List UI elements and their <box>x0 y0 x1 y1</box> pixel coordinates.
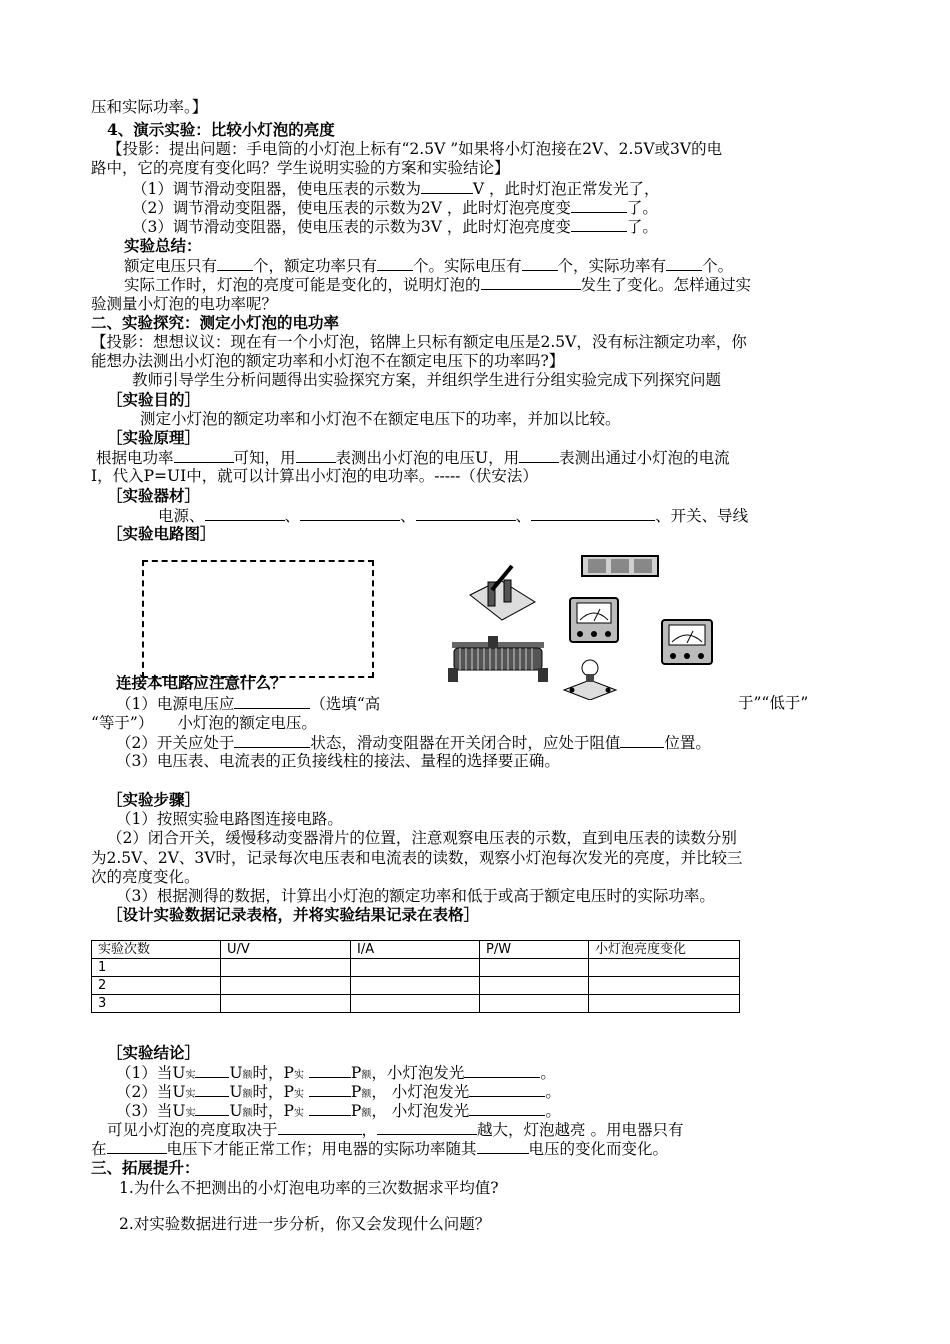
table-header-row <box>92 941 740 959</box>
text-line: 【投影：提出问题：手电筒的小灯泡上标有“2.5V ”如果将小灯泡接在2V、2.5V或3V的电 <box>107 140 723 158</box>
table-cell <box>221 959 351 977</box>
subheading: ［实验结论］ <box>107 1043 201 1062</box>
text-line: （1）按照实验电路图连接电路。 <box>116 810 343 828</box>
table-row <box>92 977 740 995</box>
table-row <box>92 959 740 977</box>
text-line: 电源、 、 、 、 、开关、导线 <box>158 507 749 525</box>
text-line: （3）当U实 U额时，P实 P额， 小灯泡发光 。 <box>116 1102 561 1120</box>
section-heading: 二、实验探究：测定小灯泡的电功率 <box>91 313 340 332</box>
text-line: 于”“低于” <box>738 694 809 712</box>
table-cell <box>589 995 740 1013</box>
text-line: （2）调节滑动变阻器，使电压表的示数为2V ，此时灯泡亮度变 了。 <box>132 199 658 217</box>
table-header-cell: U/V <box>221 941 351 959</box>
table-cell <box>589 959 740 977</box>
table-cell <box>221 995 351 1013</box>
subheading: 实验总结： <box>124 236 202 255</box>
table-cell: 3 <box>92 995 221 1013</box>
table-cell: 2 <box>92 977 221 995</box>
text-line: 次的亮度变化。 <box>91 868 200 886</box>
circuit-diagram-box <box>142 560 374 678</box>
table-cell <box>351 995 480 1013</box>
text-line: 实际工作时，灯泡的亮度可能是变化的，说明灯泡的 发生了变化。怎样通过实 <box>124 276 752 294</box>
switch-image <box>470 566 535 620</box>
table-cell <box>589 977 740 995</box>
ammeter-image <box>570 598 618 642</box>
apparatus-illustration <box>440 550 740 700</box>
text-line: 测定小灯泡的额定功率和小灯泡不在额定电压下的功率，并加以比较。 <box>140 410 621 428</box>
subheading: ［实验目的］ <box>107 390 201 409</box>
text-line: （2）闭合开关，缓慢移动变器滑片的位置，注意观察电压表的示数，直到电压表的读数分别 <box>107 829 737 847</box>
subheading: ［实验电路图］ <box>107 524 216 543</box>
table-cell <box>351 959 480 977</box>
text-line: 【投影：想想议议：现在有一个小灯泡，铭牌上只标有额定电压是2.5V，没有标注额定功率，你 <box>91 333 747 351</box>
text-line: （3）电压表、电流表的正负接线柱的接法、量程的选择要正确。 <box>116 752 560 770</box>
battery-image <box>582 556 658 576</box>
text-line: I，代入P=UI中，就可以计算出小灯泡的电功率。-----（伏安法） <box>91 467 538 485</box>
text-line: 1.为什么不把测出的小灯泡电功率的三次数据求平均值? <box>119 1179 499 1197</box>
table-cell <box>480 977 589 995</box>
text-line: 可见小灯泡的亮度取决于 ， 越大，灯泡越亮 。用电器只有 <box>107 1121 684 1139</box>
section-heading: 三、拓展提升： <box>91 1158 200 1177</box>
data-record-table <box>91 940 740 1013</box>
subheading: ［实验器材］ <box>107 486 201 505</box>
table-cell: 1 <box>92 959 221 977</box>
text-line: 额定电压只有 个，额定功率只有 个。实际电压有 个，实际功率有 个。 <box>124 257 734 275</box>
text-line: （2）开关应处于 状态，滑动变阻器在开关闭合时，应处于阻值 位置。 <box>116 734 711 752</box>
text-line: （2）当U实 U额时，P实 P额， 小灯泡发光 。 <box>116 1083 561 1101</box>
text-line: 根据电功率 可知，用 表测出小灯泡的电压U，用 表测出通过小灯泡的电流 <box>96 449 730 467</box>
table-header-cell: I/A <box>351 941 480 959</box>
table-row <box>92 995 740 1013</box>
table-header-cell: P/W <box>480 941 589 959</box>
table-header-cell: 实验次数 <box>92 941 221 959</box>
text-line: （3）调节滑动变阻器，使电压表的示数为3V ，此时灯泡亮度变 了。 <box>132 218 658 236</box>
table-cell <box>480 995 589 1013</box>
table-cell <box>480 959 589 977</box>
table-cell <box>351 977 480 995</box>
text-line: （3）根据测得的数据，计算出小灯泡的额定功率和低于或高于额定电压时的实际功率。 <box>116 887 715 905</box>
table-header-cell: 小灯泡亮度变化 <box>589 941 740 959</box>
text-line: “等于”） 小灯泡的额定电压。 <box>91 714 317 732</box>
text-line: 压和实际功率。】 <box>91 98 208 116</box>
text-line: 教师引导学生分析问题得出实验探究方案，并组织学生进行分组实验完成下列探究问题 <box>132 371 722 389</box>
text-line: （1）电源电压应 （选填“高 <box>116 695 381 713</box>
subheading: ［实验步骤］ <box>107 790 201 809</box>
subheading: ［实验原理］ <box>107 428 201 447</box>
text-line: （1）当U实 U额时，P实 P额，小灯泡发光 。 <box>116 1064 556 1082</box>
text-line: 为2.5V、2V、3V时，记录每次电压表和电流表的读数，观察小灯泡每次发光的亮度，并比较三 <box>91 849 743 867</box>
subheading: 连接本电路应注意什么？ <box>116 673 287 692</box>
text-line: 2.对实验数据进行进一步分析，你又会发现什么问题？ <box>119 1215 491 1233</box>
text-line: 能想办法测出小灯泡的额定功率和小灯泡不在额定电压下的功率吗?】 <box>91 352 565 370</box>
table-cell <box>221 977 351 995</box>
text-line: （1）调节滑动变阻器，使电压表的示数为 V ，此时灯泡正常发光了， <box>132 180 660 198</box>
text-line: 路中，它的亮度有变化吗？学生说明实验的方案和实验结论】 <box>91 159 510 177</box>
voltmeter-image <box>662 620 712 664</box>
text-line: 在 电压下才能正常工作；用电器的实际功率随其 电压的变化而变化。 <box>91 1140 669 1158</box>
section-heading: 4、演示实验：比较小灯泡的亮度 <box>107 120 335 139</box>
subheading: ［设计实验数据记录表格，并将实验结果记录在表格］ <box>107 905 480 924</box>
text-line: 验测量小灯泡的电功率呢？ <box>91 295 278 313</box>
bulb-image <box>564 660 616 700</box>
rheostat-image <box>448 636 548 682</box>
